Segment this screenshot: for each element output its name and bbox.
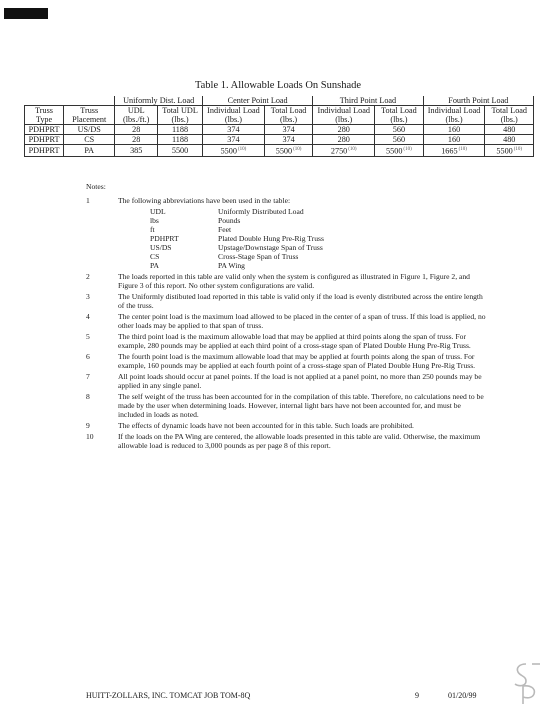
allowable-loads-table — [24, 96, 534, 157]
note-text: The loads reported in this table are valid only when the system is configured as illustrated in Figure 1, Figure 2, and Figure 3 of this report. No other system configurations are valid. — [118, 272, 470, 290]
column-header: Individual Load (lbs.) — [423, 106, 485, 125]
table-cell: 560 — [375, 135, 423, 145]
table-cell: 1188 — [158, 125, 203, 135]
note-text: The third point load is the maximum allowable load that may be applied at third points along the span of truss. For example, 280 pounds may be applied at each third point of a cross-stage span of Plated Double Hung Pre-Rig Truss. — [118, 332, 471, 350]
note-number: 2 — [86, 272, 90, 281]
table-cell: PDHPRT — [25, 145, 64, 157]
abbreviation-row: lbs Pounds — [150, 216, 241, 225]
note-item — [86, 421, 486, 430]
table-cell: 480 — [485, 135, 534, 145]
note-text: The following abbreviations have been used in the table: — [118, 196, 291, 205]
footnote-mark: (10) — [237, 147, 247, 152]
column-header: UDL (lbs./ft.) — [115, 106, 158, 125]
column-header: Truss Type — [25, 106, 64, 125]
column-header: Total UDL (lbs.) — [158, 106, 203, 125]
note-text: If the loads on the PA Wing are centered, the allowable loads presented in this table are valid. Otherwise, the maximum allowable load is reduced to 3,000 pounds as per page 8 of this report. — [118, 432, 481, 450]
table-cell: 480 — [485, 125, 534, 135]
table-row — [25, 125, 534, 135]
table-cell: 374 — [264, 135, 312, 145]
column-header: Total Load (lbs.) — [264, 106, 312, 125]
table-cell: 385 — [115, 145, 158, 157]
abbreviation-row: US/DS Upstage/Downstage Span of Truss — [150, 243, 323, 252]
column-header: Truss Placement — [64, 106, 115, 125]
table-cell: 1665$^{(10)}$ — [423, 145, 485, 157]
table-cell: 5500 — [158, 145, 203, 157]
redaction-bar — [4, 8, 48, 19]
group-header: Third Point Load — [313, 96, 423, 106]
table-cell: 5500$^{(10)}$ — [485, 145, 534, 157]
note-item — [86, 352, 486, 370]
note-number: 9 — [86, 421, 90, 430]
table-cell: 28 — [115, 135, 158, 145]
column-header: Total Load (lbs.) — [485, 106, 534, 125]
abbreviation-row: UDL Uniformly Distributed Load — [150, 207, 304, 216]
footnote-mark: (10) — [403, 147, 412, 152]
table-cell: 2750$^{(10)}$ — [313, 145, 375, 157]
table-cell: 1188 — [158, 135, 203, 145]
note-item — [86, 292, 486, 310]
table-cell: 280 — [313, 135, 375, 145]
table-cell: 5500$^{(10)}$ — [375, 145, 423, 157]
note-item — [86, 332, 486, 350]
note-number: 7 — [86, 372, 90, 381]
footnote-mark: (10) — [458, 147, 467, 152]
group-header: Center Point Load — [202, 96, 312, 106]
footnote-mark: (10) — [513, 147, 523, 152]
note-text: The Uniformly distibuted load reported in this table is valid only if the load is evenly distributed across the entire length of the truss. — [118, 292, 483, 310]
abbreviation-row: ft Feet — [150, 225, 232, 234]
note-number: 6 — [86, 352, 90, 361]
group-header: Uniformly Dist. Load — [115, 96, 203, 106]
table-row — [25, 135, 534, 145]
table-cell: 5500$^{(10)}$ — [202, 145, 264, 157]
table-title: Table 1. Allowable Loads On Sunshade — [194, 80, 362, 91]
table-cell: US/DS — [64, 125, 115, 135]
note-text: The effects of dynamic loads have not been accounted for in this table. Such loads are prohibited. — [118, 421, 414, 430]
table-cell: 374 — [264, 125, 312, 135]
table-cell: 160 — [423, 125, 485, 135]
note-number: 5 — [86, 332, 90, 341]
note-number: 4 — [86, 312, 90, 321]
note-number: 8 — [86, 392, 90, 401]
footer-page-number: 9 — [415, 691, 419, 700]
group-header: Fourth Point Load — [423, 96, 533, 106]
note-text: All point loads should occur at panel points. If the load is not applied at a panel point, no more than 250 pounds may be applied in any single panel. — [118, 372, 482, 390]
table-cell: PDHPRT — [25, 135, 64, 145]
note-item — [86, 372, 486, 390]
table-cell: 374 — [202, 135, 264, 145]
footer-company: HUITT-ZOLLARS, INC. TOMCAT JOB TOM-8Q — [86, 691, 251, 700]
abbreviation-list — [86, 207, 486, 270]
footnote-mark: (10) — [293, 147, 302, 152]
note-number: 3 — [86, 292, 90, 301]
footer-date: 01/20/99 — [448, 691, 477, 700]
table-cell: PA — [64, 145, 115, 157]
abbreviation-row: PDHPRT Plated Double Hung Pre-Rig Truss — [150, 234, 324, 243]
table-row — [25, 145, 534, 157]
note-text: The center point load is the maximum load allowed to be placed in the center of a span of truss. If this load is applied, no other loads may be applied to that span of truss. — [118, 312, 486, 330]
table-cell: CS — [64, 135, 115, 145]
note-item — [86, 392, 486, 419]
sp-logo-icon — [506, 660, 546, 708]
table-cell: 280 — [313, 125, 375, 135]
table-cell: 5500$^{(10)}$ — [264, 145, 312, 157]
table-cell: 374 — [202, 125, 264, 135]
table-corner — [25, 96, 115, 106]
note-number: 1 — [86, 196, 90, 205]
table-cell: 560 — [375, 125, 423, 135]
table-cell: PDHPRT — [25, 125, 64, 135]
note-text: The self weight of the truss has been accounted for in the compilation of this table. Therefore, no calculations need to be made by the user when determining loads. However, internal light bars have not been accounted for, and must be included in loads as noted. — [118, 392, 484, 419]
note-text: The fourth point load is the maximum allowable load that may be applied at fourth points along the span of truss. For example, 160 pounds may be applied at each fourth point of a cross-stage span of Plated Double Hung Pre-Rig Truss. — [118, 352, 476, 370]
note-item — [86, 432, 486, 450]
abbreviation-row: CS Cross-Stage Span of Truss — [150, 252, 299, 261]
column-header: Individual Load (lbs.) — [313, 106, 375, 125]
note-item — [86, 196, 486, 205]
notes-heading: Notes: — [86, 182, 106, 191]
column-header: Total Load (lbs.) — [375, 106, 423, 125]
footnote-mark: (10) — [348, 147, 357, 152]
notes-section — [86, 182, 486, 452]
note-number: 10 — [86, 432, 94, 441]
table-cell: 160 — [423, 135, 485, 145]
note-item — [86, 272, 486, 290]
column-header: Individual Load (lbs.) — [202, 106, 264, 125]
note-item — [86, 312, 486, 330]
table-cell: 28 — [115, 125, 158, 135]
abbreviation-row: PA PA Wing — [150, 261, 245, 270]
